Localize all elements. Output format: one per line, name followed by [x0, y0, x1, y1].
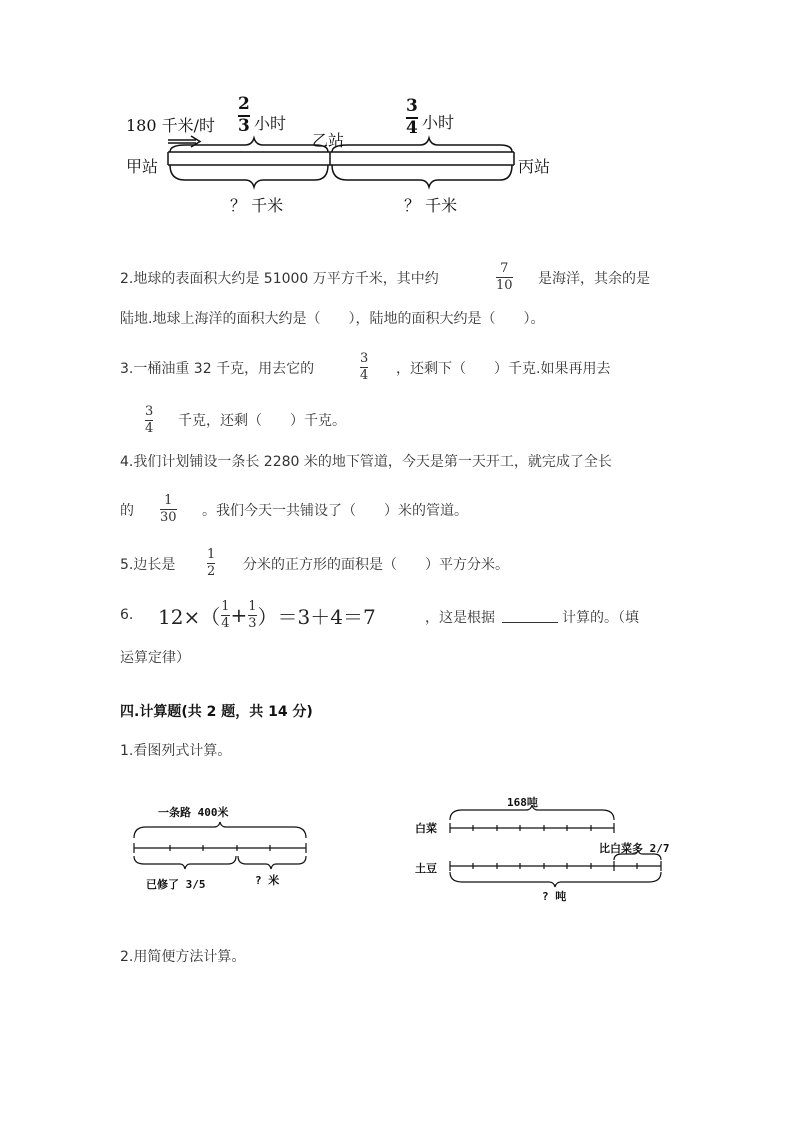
q6-line2: 运算定律）	[120, 650, 190, 666]
q6-text-b: 计算的。（填	[562, 610, 639, 626]
left-time-fraction: 2 3	[238, 94, 250, 136]
right-time-unit: 小时	[422, 113, 455, 132]
q6-expression: 12×（ $\frac{1}{4}$ + $\frac{1}{3}$ ）＝3＋4＝7	[158, 599, 376, 631]
cabbage-label: 白菜	[415, 822, 437, 835]
potato-unknown-label: ? 吨	[542, 890, 567, 903]
section-4-question-1: 1.看图列式计算。	[120, 743, 232, 759]
q5-text-b: 分米的正方形的面积是（ ）平方分米。	[243, 557, 509, 573]
q3-line2: 千克，还剩（ ）千克。	[178, 413, 346, 429]
station-c-label: 丙站	[518, 157, 551, 176]
q5-fraction: 1 2	[207, 547, 216, 579]
q4-fraction: 1 30	[160, 493, 177, 525]
q3-fraction-1: 3 4	[360, 351, 369, 383]
road-unknown-label: ? 米	[255, 874, 280, 887]
q2-fraction: 7 10	[496, 261, 513, 293]
q3-fraction-2: 3 4	[145, 404, 154, 436]
q6-text-a: ，这是根据	[425, 610, 495, 626]
cabbage-value-label: 168吨	[507, 796, 538, 809]
q3-line1-a: 3.一桶油重 32 千克，用去它的	[120, 361, 315, 377]
q4-line2-a: 的	[120, 503, 134, 519]
left-distance-unknown: ？ 千米	[230, 196, 284, 215]
station-diagram-lines	[0, 0, 794, 260]
road-total-label: 一条路 400米	[158, 806, 229, 819]
right-time-fraction: 3 4	[406, 96, 418, 138]
potato-label: 土豆	[415, 862, 437, 875]
section-4-heading: 四.计算题(共 2 题，共 14 分)	[120, 704, 313, 720]
section-4-question-2: 2.用简便方法计算。	[120, 949, 246, 965]
left-time-unit: 小时	[254, 114, 287, 133]
more-than-cabbage-label: 比白菜多 2/7	[599, 842, 670, 855]
speed-label: 180 千米/时	[126, 116, 216, 135]
q2-line2: 陆地.地球上海洋的面积大约是（ ），陆地的面积大约是（ ）。	[120, 311, 545, 327]
q3-line1-b: ，还剩下（ ）千克.如果再用去	[396, 361, 611, 377]
q2-line1-a: 2.地球的表面积大约是 51000 万平方千米，其中约	[120, 271, 439, 287]
road-repaired-label: 已修了 3/5	[146, 878, 206, 891]
q6-number: 6.	[120, 607, 134, 623]
station-b-label: 乙站	[312, 131, 345, 150]
right-distance-unknown: ？ 千米	[404, 196, 458, 215]
station-a-label: 甲站	[126, 157, 159, 176]
q4-line1: 4.我们计划铺设一条长 2280 米的地下管道，今天是第一天开工，就完成了全长	[120, 454, 612, 470]
q6-answer-blank[interactable]	[500, 608, 560, 627]
q6-fraction-1: $\frac{1}{4}$	[221, 599, 230, 631]
q5-text-a: 5.边长是	[120, 557, 176, 573]
q4-line2-b: 。我们今天一共铺设了（ ）米的管道。	[202, 503, 468, 519]
q2-line1-b: 是海洋，其余的是	[538, 271, 650, 287]
q6-fraction-2: $\frac{1}{3}$	[248, 599, 257, 631]
